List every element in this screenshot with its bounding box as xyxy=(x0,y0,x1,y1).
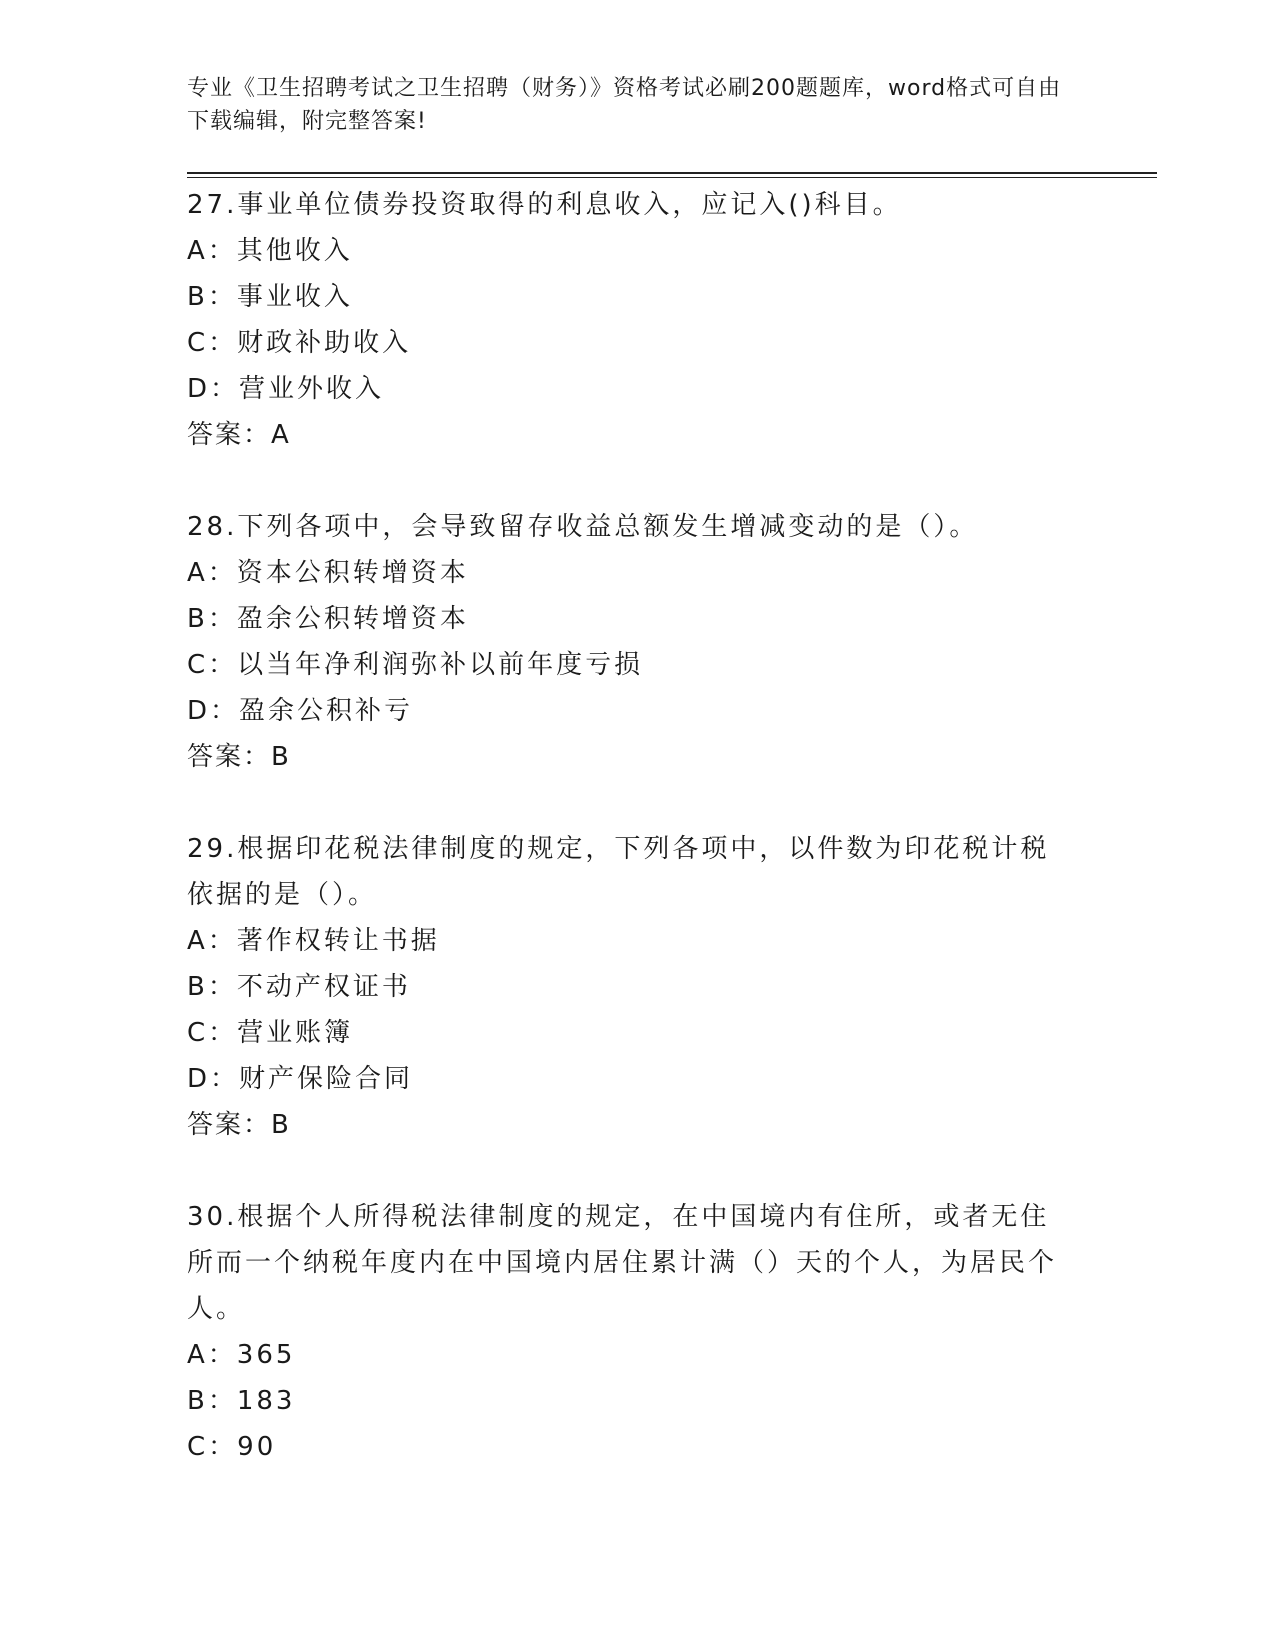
option-c: C：财政补助收入 xyxy=(187,328,412,358)
question-27 xyxy=(187,182,1157,504)
option-b: B：盈余公积转增资本 xyxy=(187,604,469,634)
option-c: C：以当年净利润弥补以前年度亏损 xyxy=(187,650,644,680)
option-a: A：365 xyxy=(187,1340,296,1370)
question-28 xyxy=(187,504,1157,826)
question-list xyxy=(187,182,1157,1470)
question-stem: 29.根据印花税法律制度的规定，下列各项中，以件数为印花税计税依据的是（）。 xyxy=(187,834,1050,910)
question-stem: 28.下列各项中，会导致留存收益总额发生增减变动的是（）。 xyxy=(187,512,979,542)
header-divider xyxy=(187,172,1157,178)
option-c: C：90 xyxy=(187,1432,277,1462)
option-a: A：其他收入 xyxy=(187,236,353,266)
option-d: D：财产保险合同 xyxy=(187,1064,414,1094)
question-stem: 30.根据个人所得税法律制度的规定，在中国境内有住所，或者无住所而一个纳税年度内在中国境内居住累计满（）天的个人，为居民个人。 xyxy=(187,1202,1058,1324)
question-stem: 27.事业单位债券投资取得的利息收入，应记入()科目。 xyxy=(187,190,902,220)
answer-line: 答案：B xyxy=(187,1110,291,1140)
document-header: 专业《卫生招聘考试之卫生招聘（财务）》资格考试必刷200题题库，word格式可自由下载编辑，附完整答案! xyxy=(187,76,1062,134)
option-d: D：盈余公积补亏 xyxy=(187,696,414,726)
answer-line: 答案：A xyxy=(187,420,291,450)
option-b: B：不动产权证书 xyxy=(187,972,411,1002)
option-a: A：著作权转让书据 xyxy=(187,926,440,956)
option-b: B：183 xyxy=(187,1386,296,1416)
option-a: A：资本公积转增资本 xyxy=(187,558,469,588)
answer-line: 答案：B xyxy=(187,742,291,772)
question-29 xyxy=(187,826,1157,1194)
option-c: C：营业账簿 xyxy=(187,1018,354,1048)
option-b: B：事业收入 xyxy=(187,282,353,312)
option-d: D：营业外收入 xyxy=(187,374,385,404)
question-30 xyxy=(187,1194,1157,1470)
document-page xyxy=(187,72,1157,1470)
